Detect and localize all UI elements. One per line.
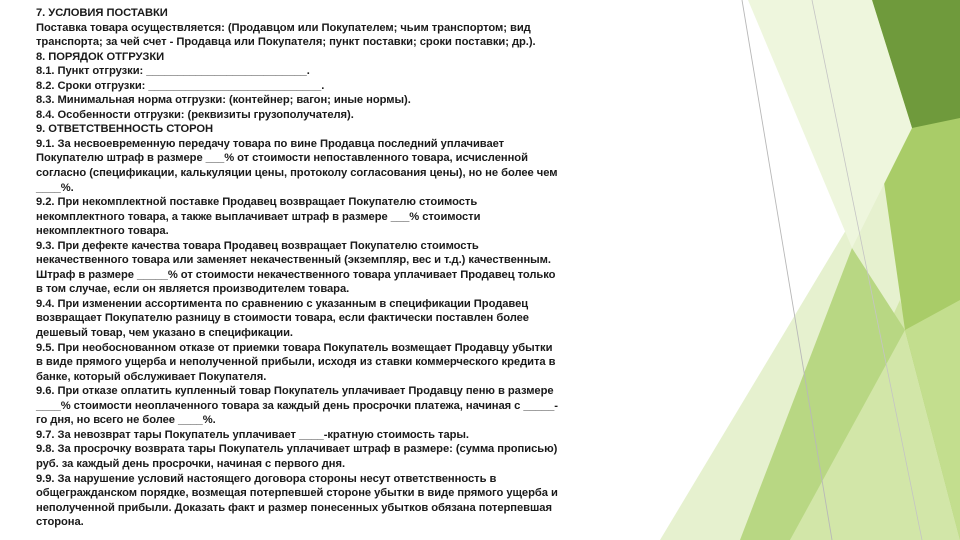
text-line: Поставка товара осуществляется: (Продавцом или Покупателем; чьим транспортом; вид bbox=[36, 21, 531, 34]
text-line: руб. за каждый день просрочки, начиная с первого дня. bbox=[36, 457, 346, 470]
text-line: банке, который обслуживает Покупателя. bbox=[36, 370, 267, 383]
text-line: 9.3. При дефекте качества товара Продавец возвращает Покупателю стоимость bbox=[36, 239, 479, 252]
text-line: дешевый товар, чем указано в спецификации. bbox=[36, 327, 293, 340]
text-line: сторона. bbox=[36, 516, 84, 529]
text-line: Штраф в размере _____% от стоимости некачественного товара уплачивает Продавец только bbox=[36, 268, 556, 281]
text-line: ____%. bbox=[36, 181, 74, 194]
text-line: возвращает Покупателю разницу в стоимости товара, если фактически поставлен более bbox=[36, 312, 529, 325]
text-line: 9. ОТВЕТСТВЕННОСТЬ СТОРОН bbox=[36, 123, 214, 136]
text-line: некомплектного товара. bbox=[36, 225, 169, 238]
text-line: некомплектного товара, а также выплачивает штраф в размере ___% стоимости bbox=[36, 210, 481, 223]
text-line: го дня, но всего не более ____%. bbox=[36, 414, 216, 427]
text-line: 9.8. За просрочку возврата тары Покупатель уплачивает штраф в размере: (сумма прописью) bbox=[36, 443, 558, 456]
text-line: 8.1. Пункт отгрузки: __________________________. bbox=[36, 65, 310, 78]
text-line: 9.5. При необоснованном отказе от приемки товара Покупатель возмещает Продавцу убытки bbox=[36, 341, 553, 354]
text-line: 8.3. Минимальная норма отгрузки: (контейнер; вагон; иные нормы). bbox=[36, 94, 411, 107]
text-line: некачественного товара или заменяет некачественный (экземпляр, вес и т.д.) качественным. bbox=[36, 254, 551, 267]
text-line: 9.2. При некомплектной поставке Продавец возвращает Покупателю стоимость bbox=[36, 196, 478, 209]
text-line: согласно (спецификации, калькуляции цены, протоколу согласования цены), но не более чем bbox=[36, 167, 558, 180]
text-line: транспорта; за чей счет - Продавца или Покупателя; пункт поставки; сроки поставки; др.). bbox=[36, 36, 536, 49]
text-line: 9.6. При отказе оплатить купленный товар Покупатель уплачивает Продавцу пеню в размере bbox=[36, 385, 554, 398]
text-line: ____% стоимости неоплаченного товара за каждый день просрочки платежа, начиная с _____- bbox=[36, 399, 558, 412]
text-line: 9.9. За нарушение условий настоящего договора стороны несут ответственность в bbox=[36, 472, 497, 485]
text-line: общегражданском порядке, возмещая потерпевшей стороне убытки в виде прямого ущерба и bbox=[36, 487, 558, 500]
text-line: неполученной прибыли. Доказать факт и размер понесенных убытков обязана потерпевшая bbox=[36, 501, 552, 514]
text-line: 9.1. За несвоевременную передачу товара по вине Продавца последний уплачивает bbox=[36, 137, 505, 150]
text-line: в виде прямого ущерба и неполученной прибыли, исходя из ставки коммерческого кредита в bbox=[36, 356, 556, 369]
text-line: 9.4. При изменении ассортимента по сравнению с указанным в спецификации Продавец bbox=[36, 297, 529, 310]
text-line: Покупателю штраф в размере ___% от стоимости непоставленного товара, исчисленной bbox=[36, 152, 528, 165]
text-line: 7. УСЛОВИЯ ПОСТАВКИ bbox=[36, 7, 168, 19]
contract-text bbox=[36, 6, 648, 530]
text-line: 9.7. За невозврат тары Покупатель уплачивает ____-кратную стоимость тары. bbox=[36, 428, 469, 441]
text-line: 8.4. Особенности отгрузки: (реквизиты грузополучателя). bbox=[36, 108, 354, 121]
text-line: 8. ПОРЯДОК ОТГРУЗКИ bbox=[36, 50, 165, 63]
text-line: 8.2. Сроки отгрузки: ____________________________. bbox=[36, 79, 325, 92]
text-line: в том случае, если он является производителем товара. bbox=[36, 283, 350, 296]
